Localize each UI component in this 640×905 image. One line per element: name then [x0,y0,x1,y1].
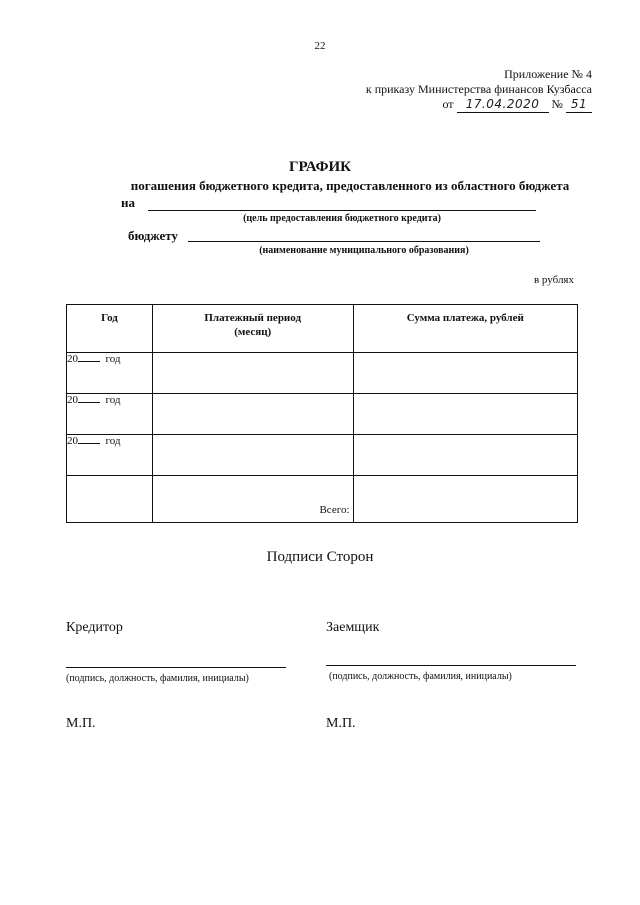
amount-cell [353,435,578,476]
header-year: Год [67,305,153,353]
creditor-signature-line [66,667,286,668]
year-suffix: год [105,394,121,406]
signatures-title: Подписи Сторон [266,549,374,565]
appendix-line-2: к приказу Министерства финансов Кузбасса [365,82,592,96]
year-blank [78,443,100,444]
creditor-signature-hint: (подпись, должность, фамилия, инициалы) [66,673,249,684]
appendix-header [366,67,592,113]
total-label: Всего: [152,476,353,523]
order-date: 17.04.2020 [457,97,549,113]
total-empty-cell [67,476,153,523]
purpose-line [148,210,536,211]
year-blank [78,402,100,403]
document-subtitle: погашения бюджетного кредита, предоставленного из областного бюджета [130,178,570,193]
year-prefix: 20 [67,394,78,406]
year-cell [67,435,153,476]
order-number: 51 [566,97,592,113]
total-row [67,476,578,523]
budget-hint: (наименование муниципального образования) [259,245,469,256]
year-prefix: 20 [67,353,78,365]
header-amount-text: Сумма платежа, рублей [406,312,524,324]
amount-cell [353,394,578,435]
year-cell [67,394,153,435]
year-blank [78,361,100,362]
page-number: 22 [314,40,326,52]
creditor-stamp: М.П. [66,716,96,731]
period-cell [152,394,353,435]
borrower-signature-line [326,665,576,666]
table-row [67,435,578,476]
table-header-row [67,305,578,353]
header-period [152,305,353,353]
year-suffix: год [105,435,121,447]
table-row [67,394,578,435]
year-cell [67,353,153,394]
schedule-table [66,304,578,523]
header-amount [353,305,578,353]
creditor-label: Кредитор [66,620,123,635]
appendix-date-line [366,97,592,113]
year-suffix: год [105,353,121,365]
number-prefix: № [551,97,563,111]
units-note: в рублях [533,274,574,286]
period-cell [152,435,353,476]
total-amount-cell [353,476,578,523]
borrower-label: Заемщик [326,620,380,635]
purpose-label: на [121,195,135,210]
borrower-stamp: М.П. [326,716,356,731]
appendix-line-1: Приложение № 4 [504,67,592,81]
date-prefix: от [442,97,454,111]
purpose-hint: (цель предоставления бюджетного кредита) [243,213,441,224]
header-period-text: Платежный период (месяц) [204,312,302,338]
document-title: ГРАФИК [288,159,352,175]
borrower-signature-hint: (подпись, должность, фамилия, инициалы) [329,671,512,682]
budget-label: бюджету [128,228,179,243]
period-cell [152,353,353,394]
year-prefix: 20 [67,435,78,447]
table-row [67,353,578,394]
amount-cell [353,353,578,394]
budget-line [188,241,540,242]
